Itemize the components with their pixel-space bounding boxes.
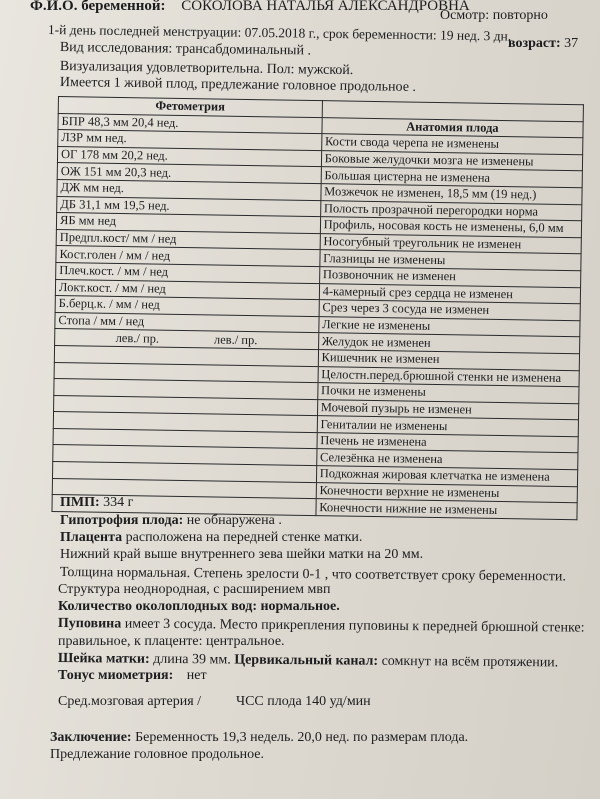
tone-line: [58, 668, 207, 684]
left-row-8: Кост.голен / мм / нед: [56, 246, 320, 267]
cervix-value: длина 39 мм.: [153, 651, 231, 668]
right-row-8: Позвоночник не изменен: [319, 267, 581, 288]
presentation-line: Предлежание головное продольное.: [50, 747, 265, 762]
patient-line: [30, 0, 470, 14]
right-row-0: Кости свода черепа не изменены: [321, 134, 583, 155]
right-row-18: Печень не изменена: [317, 432, 579, 453]
lower-edge-line: Нижний край выше внутреннего зева шейки матки на 20 мм.: [60, 547, 424, 562]
left-row-5: ДБ 31,1 мм 19,5 нед.: [57, 196, 321, 217]
fluid-label: Количество околоплодных вод:: [58, 599, 257, 614]
structure-line: Структура неоднородная, с расширением мвп: [58, 582, 331, 597]
age-value: 37: [564, 36, 579, 51]
right-row-19: Селезёнка не изменена: [316, 449, 578, 470]
conclusion-line: [50, 730, 468, 746]
cord-label: Пуповина: [57, 616, 122, 632]
hypotrophy-line: [60, 513, 282, 529]
right-row-5: Профиль, носовая кость не изменены, 6,0 мм: [320, 217, 582, 238]
left-row-2: ОГ 178 мм 20,2 нед.: [57, 146, 321, 167]
right-row-14: Целостн.перед.брюшной стенки не изменена: [318, 366, 580, 387]
fluid-value: нормальное: [260, 599, 337, 614]
right-row-7: Глазницы не изменены: [320, 250, 582, 271]
left-row-10: Локт.кост. / мм / нед: [55, 279, 319, 300]
heart-rate-line: ЧСС плода 140 уд/мин: [236, 694, 371, 709]
patient-label: Ф.И.О. беременной:: [30, 0, 166, 14]
cord-value: имеет 3 сосуда. Место прикрепления пуповины к передней брюшной стенке:: [124, 616, 585, 636]
tone-label: Тонус миометрия:: [58, 668, 174, 683]
right-row-13: Кишечник не изменен: [318, 350, 580, 371]
conclusion-value: Беременность 19,3 недель. 20,0 нед. по размерам плода.: [135, 730, 469, 745]
placenta-value: расположена на передней стенке матки.: [125, 530, 363, 545]
lmp-line: 1-й день последней менструации: 07.05.2018 г., срок беременности: 19 нед. 3 дн.: [47, 22, 512, 44]
left-row-7: Предпл.кост/ мм / нед: [56, 229, 320, 250]
age-label: возраст:: [508, 36, 561, 51]
right-row-11: Легкие не изменены: [318, 316, 580, 337]
right-row-17: Гениталии не изменены: [317, 416, 579, 437]
artery-line: Сред.мозговая артерия /: [58, 694, 202, 709]
sub-left: лев./ пр.: [115, 330, 160, 346]
right-row-9: 4-камерный срез сердца не изменен: [319, 283, 581, 304]
canal-value: сомкнут на всём протяжении.: [381, 653, 559, 671]
left-row-1: ЛЗР мм нед.: [58, 130, 322, 151]
left-row-11: Б.берц.к. / мм / нед: [55, 296, 319, 317]
thickness-line: Толщина нормальная. Степень зрелости 0-1 , что соответствует сроку беременности.: [59, 565, 566, 585]
age: [508, 36, 578, 52]
sub-right: лев./ пр.: [213, 332, 258, 347]
anatomy-header: Анатомия плода: [322, 117, 584, 138]
right-row-3: Мозжечок не изменен, 18,5 мм (19 нед.): [321, 184, 583, 205]
right-row-20: Подкожная жировая клетчатка не изменена: [316, 466, 578, 487]
right-row-15: Почки не изменены: [317, 383, 579, 404]
patient-name: СОКОЛОВА НАТАЛЬЯ АЛЕКСАНДРОВНА: [181, 0, 470, 14]
visualization-line: Визуализация удовлетворительна. Пол: мужской.: [59, 59, 354, 79]
fetometry-header: Фетометрия: [58, 97, 322, 118]
pmp-line: [60, 495, 133, 511]
fetometry-table: [51, 96, 583, 520]
cord-line-2: правильное, к плаценте: центральное.: [58, 634, 285, 649]
study-type-line: Вид исследования: трансабдоминальный .: [59, 40, 312, 59]
canal-label: Цервикальный канал:: [234, 652, 379, 669]
fetus-line: Имеется 1 живой плод, предлежание головное продольное .: [59, 75, 417, 95]
right-row-22: Конечности нижние не изменены: [316, 499, 578, 520]
left-row-6: ЯБ мм нед: [56, 213, 320, 234]
placenta-label: Плацента: [60, 530, 123, 545]
hypotrophy-value: не обнаружена .: [186, 513, 282, 528]
left-row-12: Стопа / мм / нед: [55, 312, 319, 333]
pmp-label: ПМП:: [60, 495, 100, 510]
pmp-value: 334 г: [103, 495, 134, 510]
exam-label: Осмотр:: [440, 8, 490, 23]
right-row-6: Носогубный треугольник не изменен: [320, 233, 582, 254]
exam-type: [440, 8, 548, 24]
right-row-21: Конечности верхние не изменены: [316, 482, 578, 503]
conclusion-label: Заключение:: [50, 730, 132, 745]
left-row-3: ОЖ 151 мм 20,3 нед.: [57, 163, 321, 184]
placenta-line: [60, 530, 362, 546]
hypotrophy-label: Гипотрофия плода:: [60, 513, 184, 528]
fluid-line: Количество околоплодных вод: нормальное.: [58, 599, 340, 614]
exam-value: повторно: [492, 8, 548, 23]
right-row-10: Срез через 3 сосуда не изменен: [319, 300, 581, 321]
left-row-4: ДЖ мм нед.: [57, 179, 321, 200]
right-row-12: Желудок не изменен: [318, 333, 580, 354]
right-row-2: Большая цистерна не изменена: [321, 167, 583, 188]
left-row-0: БПР 48,3 мм 20,4 нед.: [58, 113, 322, 134]
cervix-label: Шейка матки:: [57, 651, 150, 667]
right-row-16: Мочевой пузырь не изменен: [317, 399, 579, 420]
tone-value: нет: [186, 668, 207, 683]
right-row-1: Боковые желудочки мозга не изменены: [321, 150, 583, 171]
left-row-9: Плеч.кост. / мм / нед: [56, 262, 320, 283]
right-row-4: Полость прозрачной перегородки норма: [320, 200, 582, 221]
